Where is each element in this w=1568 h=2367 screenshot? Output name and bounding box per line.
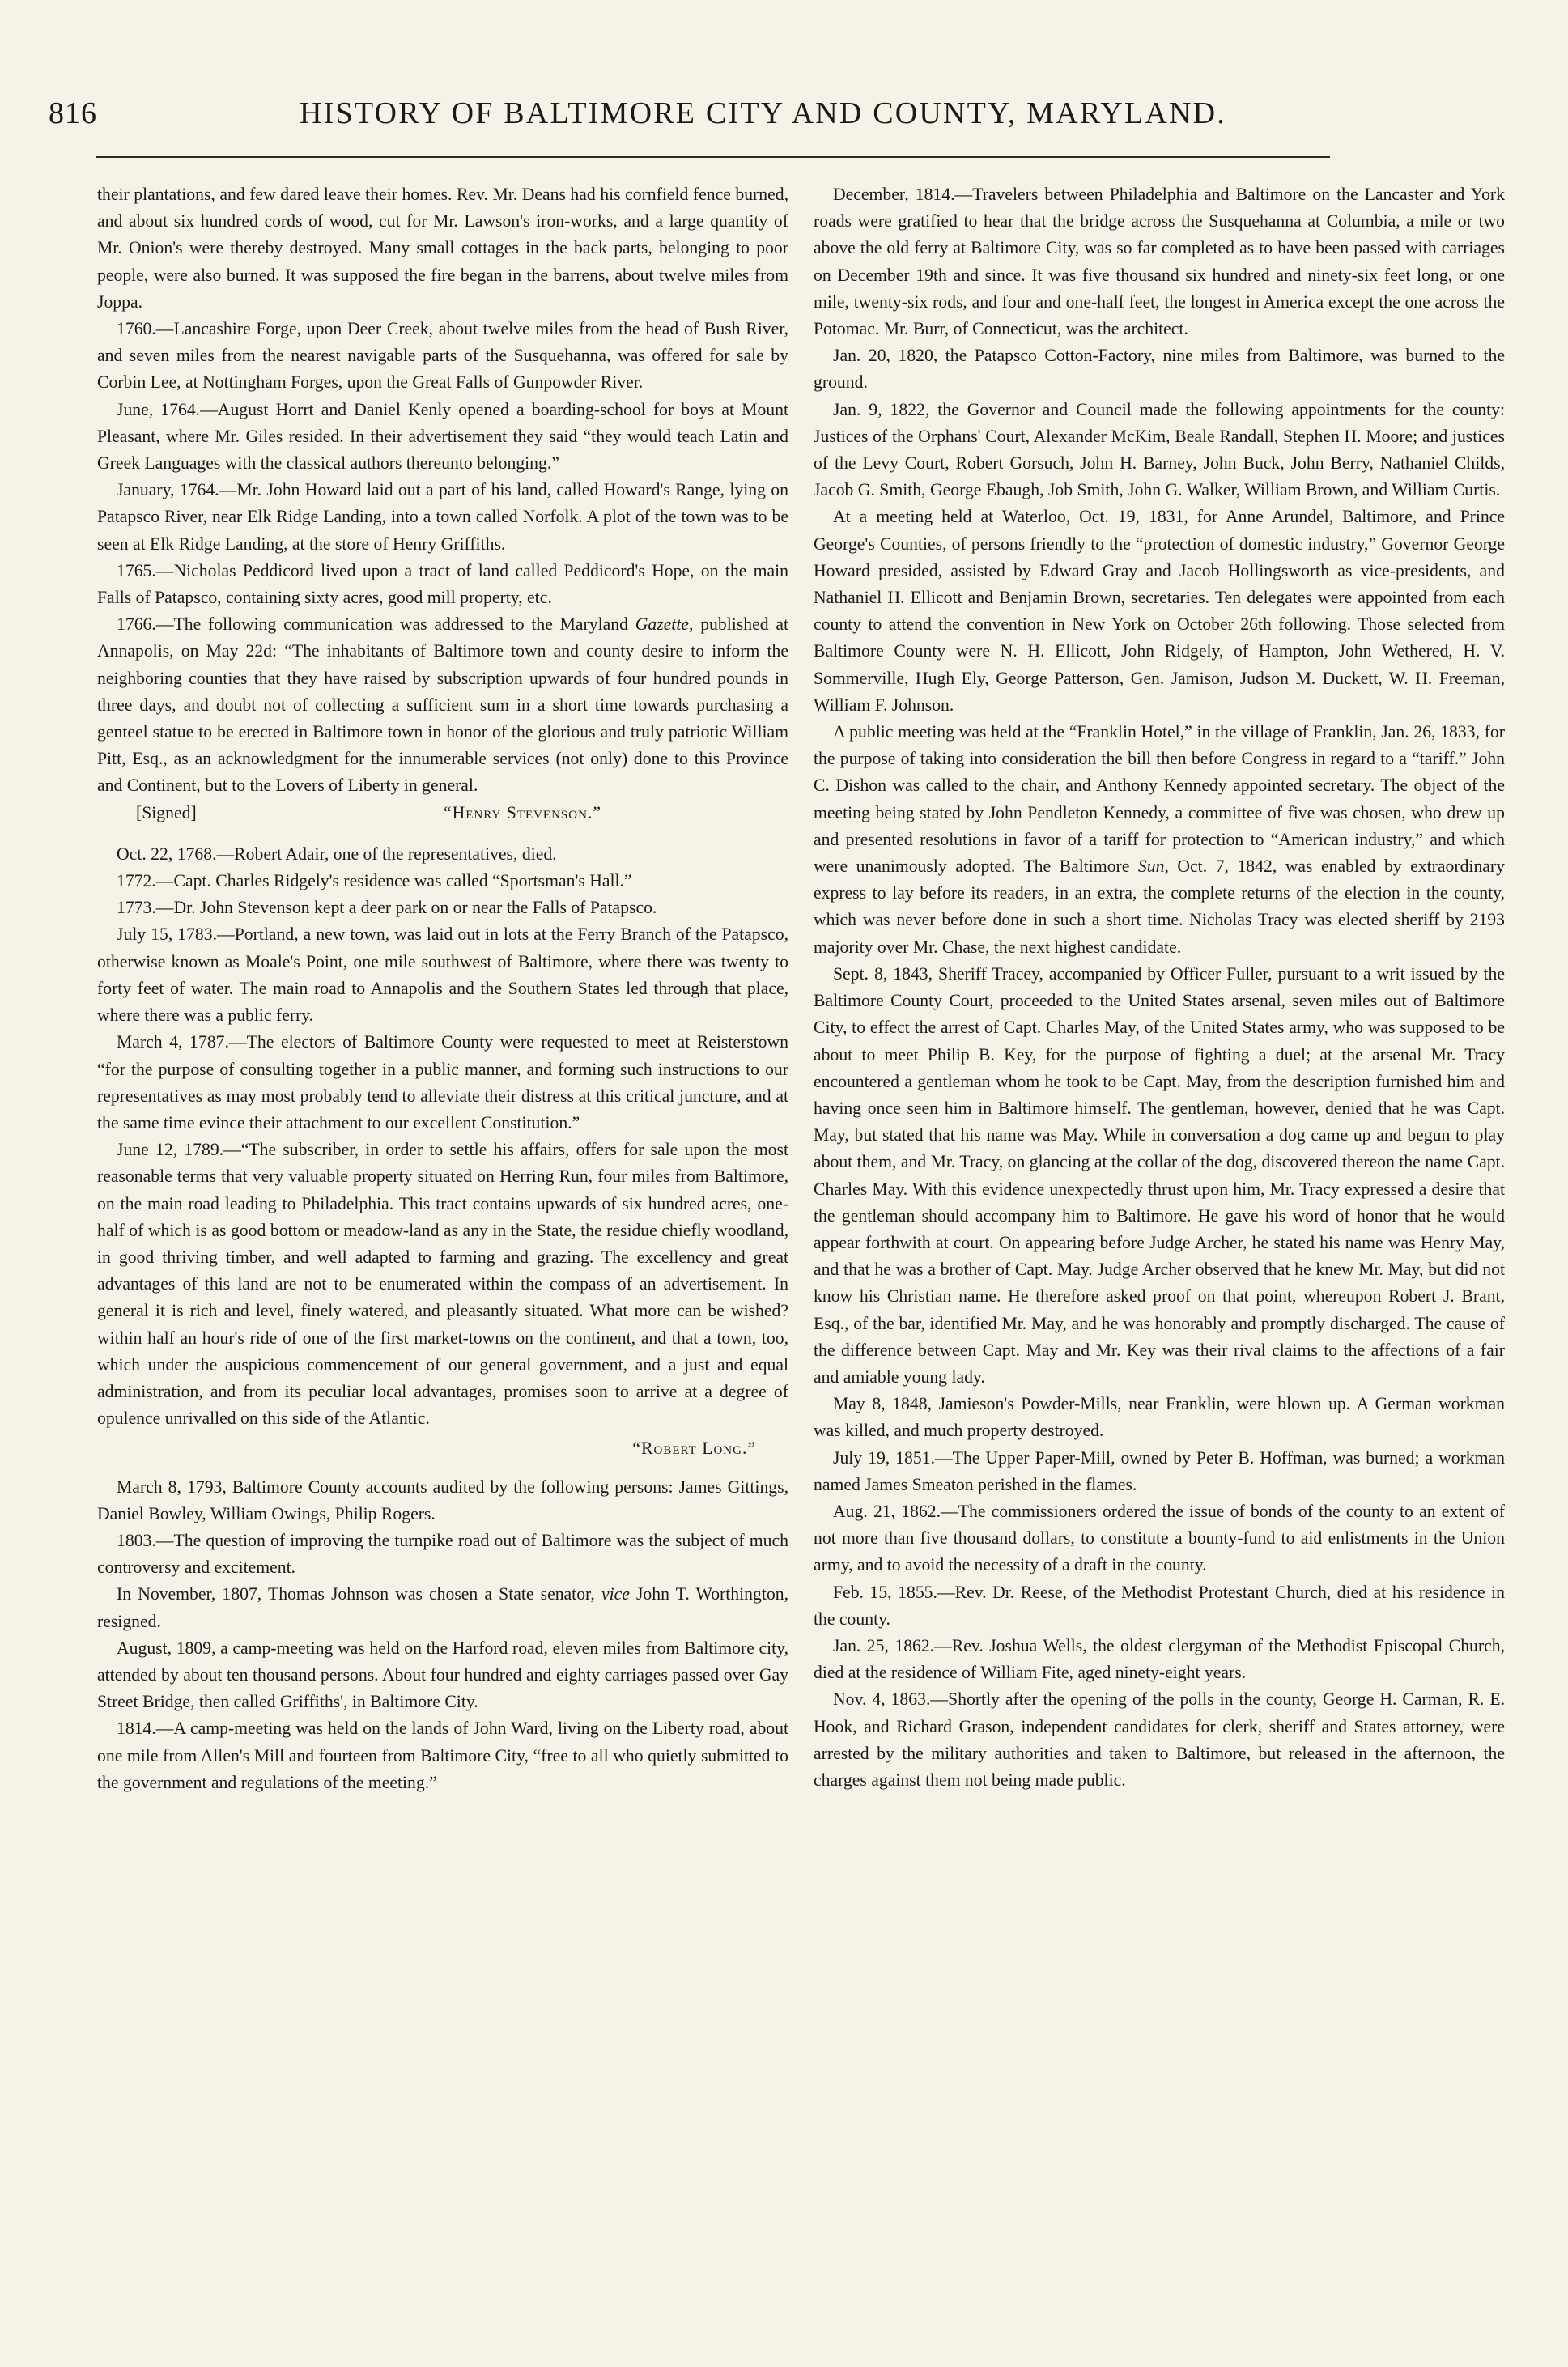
paragraph-text: In November, 1807, Thomas Johnson was chosen a State senator,	[117, 1584, 601, 1604]
paragraph: June 12, 1789.—“The subscriber, in order to settle his affairs, offers for sale upon the most reasonable terms that very valuable property situated on Herring Run, four miles from Baltimore, on the main road leading to Philadelphia. This tract contains upwards of six hundred acres, one-half of which is as good bottom or meadow-land as any in the State, the residue chiefly woodland, in good thriving timber, and well adapted to farming and grazing. The excellency and great advantages of this land are not to be enumerated within the compass of an advertisement. In general it is rich and level, finely watered, and pleasantly situated. What more can be wished? within half an hour's ride of one of the first market-towns on the continent, and that a town, too, which under the auspicious commencement of our general government, and a just and equal administration, and from its peculiar local advantages, promises soon to arrive at a degree of opulence unrivalled on this side of the Atlantic.	[97, 1140, 788, 1429]
paragraph: Jan. 20, 1820, the Patapsco Cotton-Factory, nine miles from Baltimore, was burned to the ground.	[814, 346, 1505, 393]
paragraph: 1765.—Nicholas Peddicord lived upon a tract of land called Peddicord's Hope, on the main Falls of Patapsco, containing sixty acres, good mill property, etc.	[97, 560, 788, 608]
paragraph	[97, 1581, 788, 1634]
paragraph: June, 1764.—August Horrt and Daniel Kenly opened a boarding-school for boys at Mount Pleasant, where Mr. Giles resided. In their advertisement they said “they would teach Latin and Greek Languages with the classical authors thereunto belonging.”	[97, 399, 788, 474]
paragraph: 1814.—A camp-meeting was held on the lands of John Ward, living on the Liberty road, about one mile from Allen's Mill and fourteen from Baltimore City, “free to all who quietly submitted to the government and regulations of the meeting.”	[97, 1719, 788, 1792]
left-column	[97, 181, 788, 1796]
paragraph	[814, 719, 1505, 961]
paragraph: July 19, 1851.—The Upper Paper-Mill, owned by Peter B. Hoffman, was burned; a workman named James Smeaton perished in the flames.	[814, 1447, 1505, 1494]
newspaper-name: Sun	[1137, 856, 1165, 877]
signed-label: [Signed]	[136, 802, 197, 822]
paragraph: May 8, 1848, Jamieson's Powder-Mills, near Franklin, were blown up. A German workman was killed, and much property destroyed.	[814, 1394, 1505, 1441]
paragraph: 1760.—Lancashire Forge, upon Deer Creek, about twelve miles from the head of Bush River, and seven miles from the nearest navigable parts of the Susquehanna, was offered for sale by Corbin Lee, at Nottingham Forges, upon the Great Falls of Gunpowder River.	[97, 319, 788, 393]
signature-line	[97, 800, 788, 827]
paragraph: Oct. 22, 1768.—Robert Adair, one of the representatives, died.	[117, 844, 557, 864]
paragraph: 1803.—The question of improving the turnpike road out of Baltimore was the subject of much controversy and excitement.	[97, 1530, 788, 1578]
paragraph-text: , published at Annapolis, on May 22d: “The inhabitants of Baltimore town and county desire to inform the neighboring counties that they have raised by subscription upwards of four hundred pounds in three days, and doubt not of collecting a sufficient sum in a short time towards purchasing a genteel statue to be erected in Baltimore town in honor of the glorious and truly patriotic William Pitt, Esq., as an acknowledgment for the innumerable services (not only) done to this Province and Continent, but to the Lovers of Liberty in general.	[97, 614, 788, 796]
paragraph: Jan. 9, 1822, the Governor and Council made the following appointments for the county: Justices of the Orphans' Court, Alexander McKim, Beale Randall, Stephen H. Moore; and justices of the Levy Court, Robert Gorsuch, John H. Barney, John Buck, John Berry, Nathaniel Childs, Jacob G. Smith, George Ebaugh, Job Smith, John G. Walker, William Brown, and William Curtis.	[814, 399, 1505, 500]
newspaper-name: Gazette	[635, 614, 689, 635]
paragraph: 1773.—Dr. John Stevenson kept a deer park on or near the Falls of Patapsco.	[117, 898, 657, 918]
paragraph: March 4, 1787.—The electors of Baltimore County were requested to meet at Reisterstown “for the purpose of consulting together in a public manner, and forming such instructions to our representatives as may most probably tend to alleviate their distress at this critical juncture, and at the same time evince their attachment to our excellent Constitution.”	[97, 1032, 788, 1133]
paragraph: 1772.—Capt. Charles Ridgely's residence was called “Sportsman's Hall.”	[117, 871, 632, 891]
paragraph	[97, 611, 788, 799]
paragraph-text: A public meeting was held at the “Franklin Hotel,” in the village of Franklin, Jan. 26, 1833, for the purpose of taking into consideration the bill then before Congress in regard to a “tariff.” John C. Dishon was called to the chair, and Anthony Kennedy appointed secretary. The object of the meeting being stated by John Pendleton Kennedy, a committee of five was chosen, who drew up and presented resolutions in favor of a tariff for protection to “American industry,” and which were unanimously adopted. The Baltimore	[814, 722, 1505, 877]
latin-term: vice	[601, 1584, 630, 1604]
paragraph: August, 1809, a camp-meeting was held on the Harford road, eleven miles from Baltimore city, attended by about ten thousand persons. About four hundred and eighty carriages passed over Gay Street Bridge, then called Griffiths', in Baltimore City.	[97, 1638, 788, 1712]
paragraph: January, 1764.—Mr. John Howard laid out a part of his land, called Howard's Range, lying on Patapsco River, near Elk Ridge Landing, into a town called Norfolk. A plot of the town was to be seen at Elk Ridge Landing, at the store of Henry Griffiths.	[97, 480, 788, 554]
running-header	[49, 89, 1344, 138]
paragraph: Aug. 21, 1862.—The commissioners ordered the issue of bonds of the county to an extent of not more than five thousand dollars, to constitute a bounty-fund to aid enlistments in the Union army, and to avoid the necessity of a draft in the county.	[814, 1501, 1505, 1575]
header-rule	[96, 156, 1330, 158]
paragraph: At a meeting held at Waterloo, Oct. 19, 1831, for Anne Arundel, Baltimore, and Prince George's Counties, of persons friendly to the “protection of domestic industry,” Governor George Howard presided, assisted by Edward Gray and Jacob Hollingsworth as vice-presidents, and Nathaniel H. Ellicott and Benjamin Brown, secretaries. Ten delegates were appointed from each county to attend the convention in New York on October 26th following. Those selected from Baltimore County were N. H. Ellicott, John Ridgely, of Hampton, John Wethered, H. V. Sommerville, Hugh Ely, George Patterson, Gen. Jamison, Judson M. Duckett, W. H. Freeman, William F. Johnson.	[814, 507, 1505, 715]
paragraph-text: 1766.—The following communication was addressed to the Maryland	[117, 614, 635, 635]
right-column	[814, 181, 1505, 1794]
page-number: 816	[49, 96, 97, 130]
paragraph: July 15, 1783.—Portland, a new town, was laid out in lots at the Ferry Branch of the Patapsco, otherwise known as Moale's Point, one mile southwest of Baltimore, where there was twenty to forty feet of water. The main road to Annapolis and the Southern States led through that place, where there was a public ferry.	[97, 924, 788, 1026]
paragraph-text: , Oct. 7, 1842, was enabled by extraordinary express to lay before its readers, in an extra, the complete returns of the election in the county, which was never before done in such a short time. Nicholas Tracy was elected sheriff by 2193 majority over Mr. Chase, the next highest candidate.	[814, 856, 1505, 957]
signed-name: “Henry Stevenson.”	[444, 802, 601, 822]
paragraph: Nov. 4, 1863.—Shortly after the opening of the polls in the county, George H. Carman, R. E. Hook, and Richard Grason, independent candidates for clerk, sheriff and States attorney, were arrested by the military authorities and taken to Baltimore, but released in the afternoon, the charges against them not being made public.	[814, 1689, 1505, 1790]
signature-name: “Robert Long.”	[632, 1438, 756, 1459]
running-title: HISTORY OF BALTIMORE CITY AND COUNTY, MARYLAND.	[300, 96, 1226, 130]
paragraph: March 8, 1793, Baltimore County accounts audited by the following persons: James Gittings, Daniel Bowley, William Owings, Philip Rogers.	[97, 1477, 788, 1523]
paragraph: December, 1814.—Travelers between Philadelphia and Baltimore on the Lancaster and York roads were gratified to hear that the bridge across the Susquehanna at Columbia, a mile or two above the old ferry at Baltimore City, was so far completed as to have been passed with carriages on December 19th and since. It was five thousand six hundred and ninety-six feet long, or one mile, twenty-six rods, and four and one-half feet, the longest in America except the one across the Potomac. Mr. Burr, of Connecticut, was the architect.	[814, 185, 1505, 339]
paragraph: Jan. 25, 1862.—Rev. Joshua Wells, the oldest clergyman of the Methodist Episcopal Church, died at the residence of William Fite, aged ninety-eight years.	[814, 1635, 1505, 1683]
paragraph: their plantations, and few dared leave their homes. Rev. Mr. Deans had his cornfield fence burned, and about six hundred cords of wood, cut for Mr. Lawson's iron-works, and a large quantity of Mr. Onion's were thereby destroyed. Many small cottages in the back parts, belonging to poor people, were also burned. It was supposed the fire began in the barrens, about twelve miles from Joppa.	[97, 185, 788, 312]
spacer	[97, 827, 788, 841]
paragraph: Feb. 15, 1855.—Rev. Dr. Reese, of the Methodist Protestant Church, died at his residence in the county.	[814, 1582, 1505, 1629]
paragraph: Sept. 8, 1843, Sheriff Tracey, accompanied by Officer Fuller, pursuant to a writ issued by the Baltimore County Court, proceeded to the United States arsenal, seven miles out of Baltimore City, to effect the arrest of Capt. Charles May, of the United States army, who was supposed to be about to meet Philip B. Key, for the purpose of fighting a duel; at the arsenal Mr. Tracy encountered a gentleman whom he took to be Capt. May, from the description furnished him and having once seen him in Baltimore himself. The gentleman, however, denied that he was Capt. May, but stated that his name was May. While in conversation a dog came up and begun to play about them, and Mr. Tracy, on glancing at the collar of the dog, discovered thereon the name Capt. Charles May. With this evidence unexpectedly thrust upon him, Mr. Tracy expressed a desire that the gentleman should accompany him to Baltimore. He gave his word of honor that he would appear forthwith at court. On appearing before Judge Archer, he stated his name was Henry May, and that he was a brother of Capt. May. Judge Archer observed that he knew Mr. May, but did not know his Christian name. He therefore asked proof on that point, whereupon Robert J. Brant, Esq., of the bar, identified Mr. May, and he was honorably and promptly discharged. The cause of the difference between Capt. May and Mr. Key was their rival claims to the affections of a fair and amiable young lady.	[814, 963, 1505, 1387]
paragraph-text: John T. Worthington, resigned.	[97, 1584, 788, 1631]
